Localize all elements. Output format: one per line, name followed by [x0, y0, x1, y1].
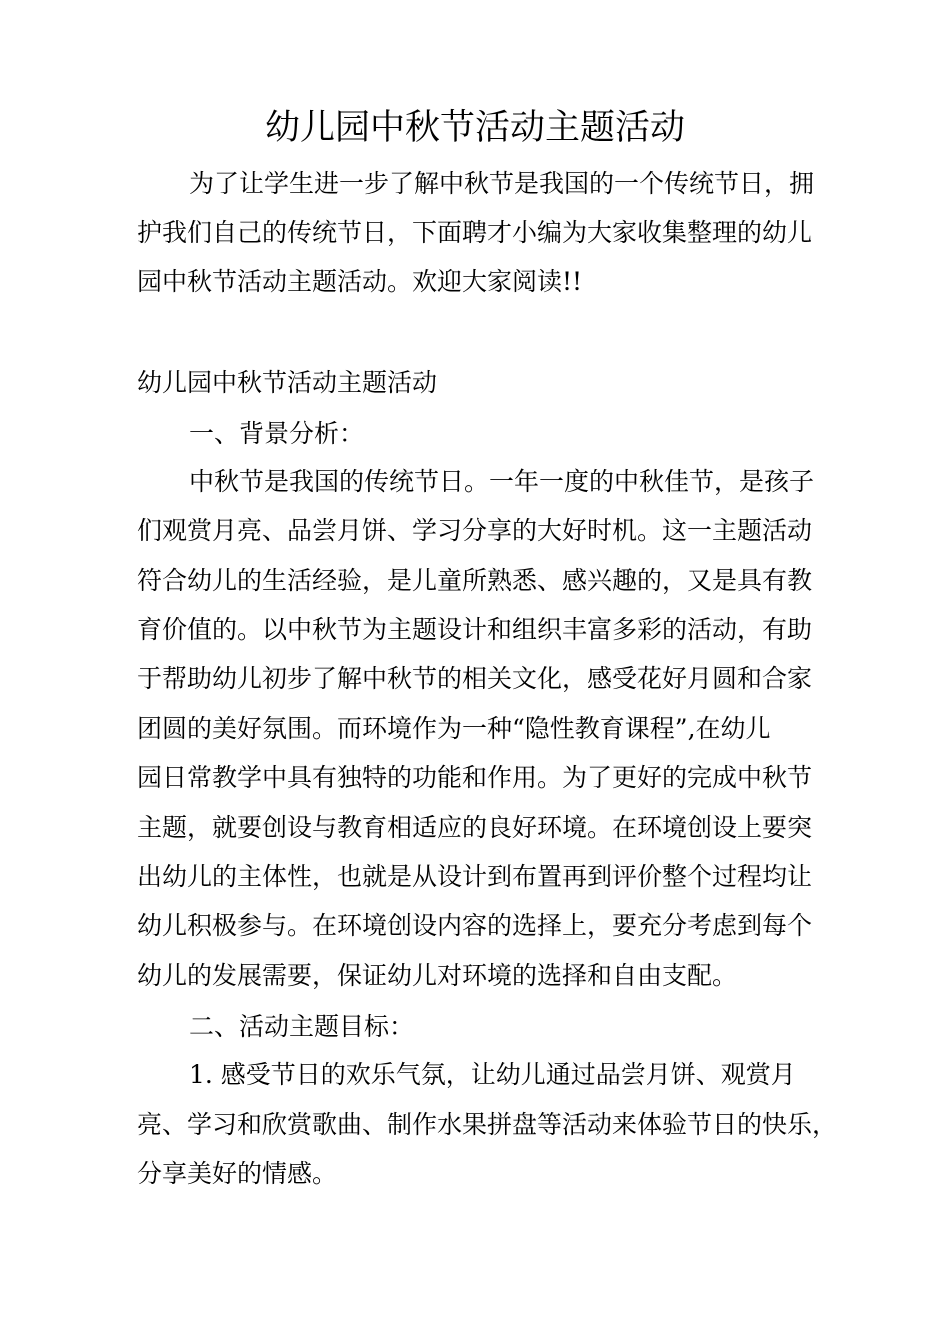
section2-line-2: 亮、学习和欣赏歌曲、制作水果拼盘等活动来体验节日的快乐，: [137, 1110, 838, 1139]
section2-heading: 二、活动主题目标：: [189, 1012, 415, 1041]
section1-line-8: 主题，就要创设与教育相适应的良好环境。在环境创设上要突: [137, 813, 813, 842]
section1-line-4: 育价值的。以中秋节为主题设计和组织丰富多彩的活动，有助: [137, 615, 813, 644]
section1-heading: 一、背景分析：: [189, 419, 365, 448]
section1-line-6: 团圆的美好氛围。而环境作为一种“隐性教育课程”,在幼儿: [137, 714, 771, 743]
intro-line-1: 为了让学生进一步了解中秋节是我国的一个传统节日，拥: [189, 169, 815, 198]
section1-line-11: 幼儿的发展需要，保证幼儿对环境的选择和自由支配。: [137, 961, 738, 990]
section2-line-3: 分享美好的情感。: [137, 1159, 338, 1188]
section1-line-10: 幼儿积极参与。在环境创设内容的选择上，要充分考虑到每个: [137, 911, 813, 940]
document-title: 幼儿园中秋节活动主题活动: [264, 108, 685, 148]
intro-line-2: 护我们自己的传统节日，下面聘才小编为大家收集整理的幼儿: [137, 218, 813, 247]
section1-line-1: 中秋节是我国的传统节日。一年一度的中秋佳节，是孩子: [189, 467, 815, 496]
section1-line-2: 们观赏月亮、品尝月饼、学习分享的大好时机。这一主题活动: [137, 516, 813, 545]
section-subtitle: 幼儿园中秋节活动主题活动: [137, 368, 438, 397]
section1-line-3: 符合幼儿的生活经验，是儿童所熟悉、感兴趣的，又是具有教: [137, 566, 813, 595]
section1-line-7: 园日常教学中具有独特的功能和作用。为了更好的完成中秋节: [137, 763, 813, 792]
section1-line-9: 出幼儿的主体性，也就是从设计到布置再到评价整个过程均让: [137, 862, 813, 891]
intro-line-3: 园中秋节活动主题活动。欢迎大家阅读!!: [137, 267, 583, 296]
section1-line-5: 于帮助幼儿初步了解中秋节的相关文化，感受花好月圆和合家: [137, 664, 813, 693]
section2-line-1: 1. 感受节日的欢乐气氛，让幼儿通过品尝月饼、观赏月: [189, 1060, 796, 1089]
